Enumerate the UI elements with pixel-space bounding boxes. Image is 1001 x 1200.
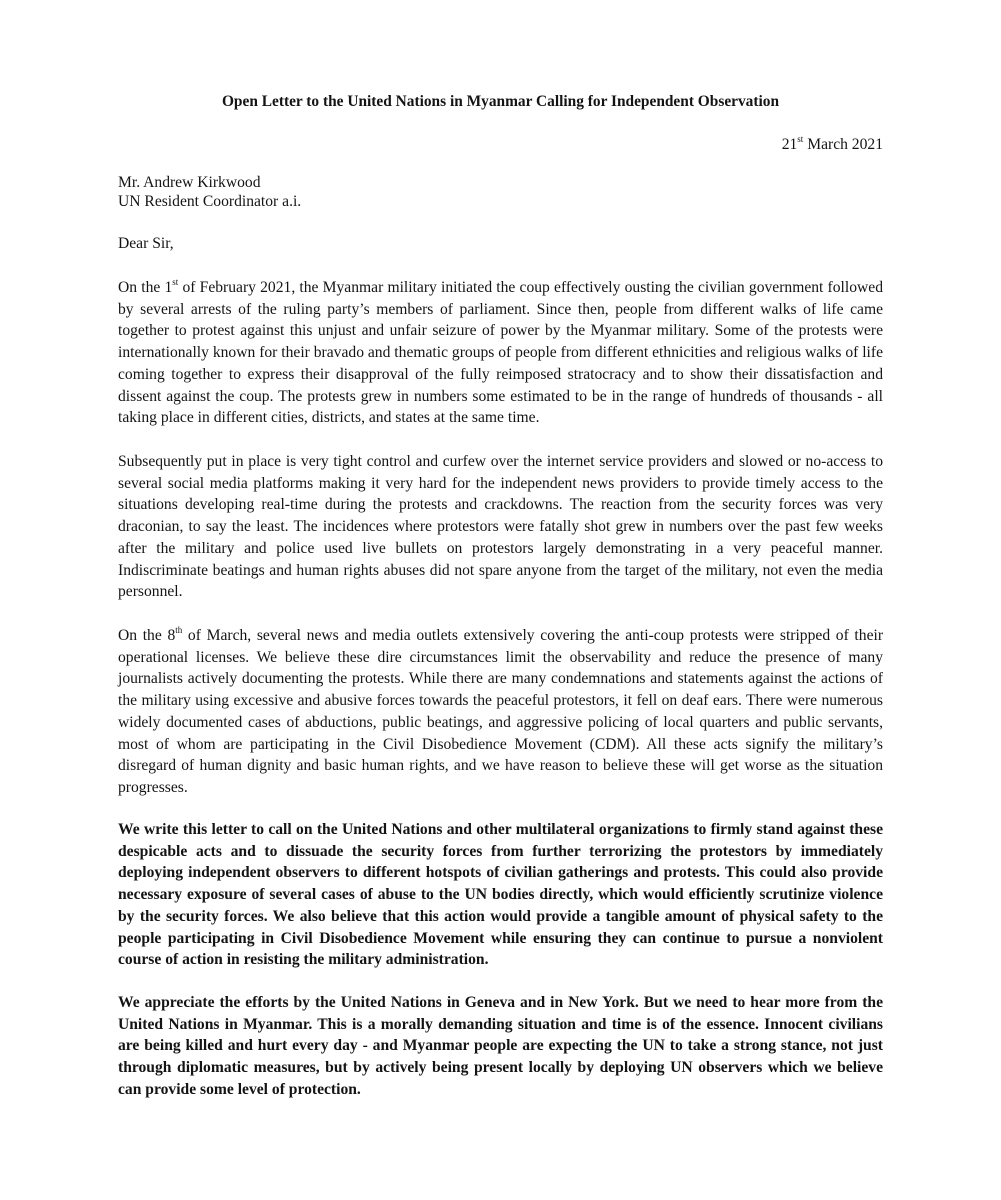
date-day: 21 (781, 136, 798, 153)
paragraph-crackdown: Subsequently put in place is very tight control and curfew over the internet service providers and slowed or no-access to several social media platforms making it very hard for the independent news providers to provide timely access to the situations developing real-time during the protests and crackdowns. The reaction from the security forces was very draconian, to say the least. The incidences where protestors were fatally shot grew in numbers over the past few weeks after the military and police used live bullets on protestors largely demonstrating in a very peaceful manner. Indiscriminate beatings and human rights abuses did not spare anyone from the target of the military, not even the media personnel. (118, 453, 883, 601)
paragraph-appeal: We appreciate the efforts by the United Nations in Geneva and in New York. But we need to hear more from the United Nations in Myanmar. This is a morally demanding situation and time is of the essence. Innocent civilians are being killed and hurt every day - and Myanmar people are expecting the UN to take a strong stance, not just through diplomatic measures, but by actively being present locally by deploying UN observers which we believe can provide some level of protection. (118, 994, 883, 1098)
paragraph-media-pre: On the 8 (118, 627, 176, 644)
paragraph-coup-pre: On the 1 (118, 279, 173, 296)
paragraph-coup-text: of February 2021, the Myanmar military initiated the coup effectively ousting the civilian government followed by several arrests of the ruling party’s members of parliament. Since then, people from different walks of life came together to protest against this unjust and unfair seizure of power by the Myanmar military. Some of the protests were internationally known for their bravado and thematic groups of people from different ethnicities and religious walks of life coming together to express their disapproval of the fully reimposed stratocracy and to show their dissatisfaction and dissent against the coup. The protests grew in numbers some estimated to be in the range of hundreds of thousands - all taking place in different cities, districts, and states at the same time. (118, 279, 883, 427)
paragraph-media-sup: th (175, 624, 183, 635)
recipient-block (118, 173, 301, 211)
recipient-position: UN Resident Coordinator a.i. (118, 193, 302, 210)
paragraph-media (118, 625, 883, 799)
letter-date (782, 135, 883, 155)
paragraph-coup (118, 277, 883, 429)
paragraph-call-to-action: We write this letter to call on the United Nations and other multilateral organizations to firmly stand against these despicable acts and to dissuade the security forces from further terrorizing the protestors by immediately deploying independent observers to different hotspots of civilian gatherings and protests. This could also provide necessary exposure of several cases of abuse to the UN bodies directly, which would efficiently scrutinize violence by the security forces. We also believe that this action would provide a tangible amount of physical safety to the people participating in Civil Disobedience Movement while ensuring they can continue to pursue a nonviolent course of action in resisting the military administration. (118, 821, 883, 969)
recipient-name: Mr. Andrew Kirkwood (118, 174, 261, 191)
date-suffix: st (797, 133, 804, 144)
date-rest: March 2021 (803, 136, 883, 153)
paragraph-coup-sup: st (172, 276, 179, 287)
paragraph-media-text: of March, several news and media outlets extensively covering the anti-coup protests were stripped of their operational licenses. We believe these dire circumstances limit the observability and reduce the presence of many journalists actively documenting the protests. While there are many condemnations and statements against the actions of the military using excessive and abusive forces towards the peaceful protestors, it fell on deaf ears. There were numerous widely documented cases of abductions, public beatings, and aggressive policing of local quarters and public servants, most of whom are participating in the Civil Disobedience Movement (CDM). All these acts signify the military’s disregard of human dignity and basic human rights, and we have reason to believe these will get worse as the situation progresses. (118, 627, 884, 796)
letter-title: Open Letter to the United Nations in Myanmar Calling for Independent Observation (221, 93, 780, 110)
salutation: Dear Sir, (118, 235, 174, 252)
